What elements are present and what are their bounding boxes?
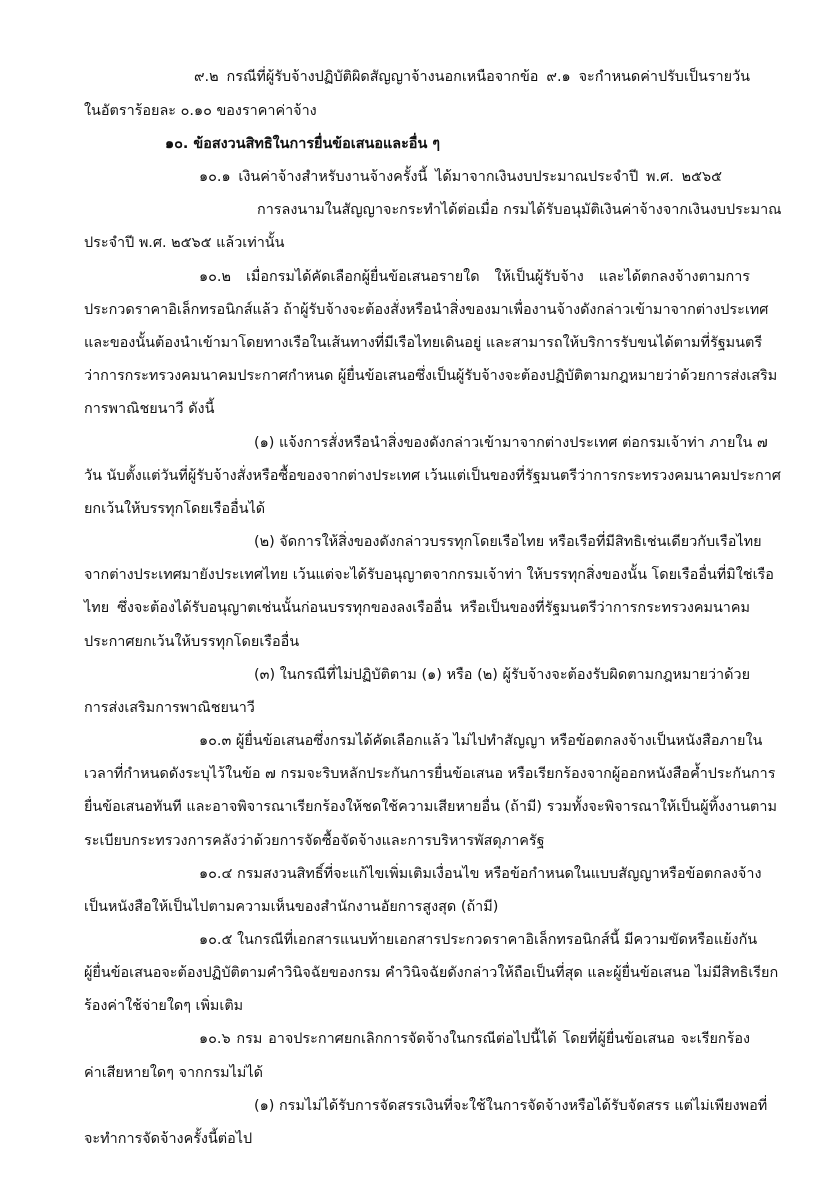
clause-10-2-line-5: การพาณิชยนาวี ดังนี้: [84, 401, 215, 417]
clause-10-3-line-2: เวลาที่กำหนดดังระบุไว้ในข้อ ๗ กรมจะริบหลักประกันการยื่นข้อเสนอ หรือเรียกร้องจากผู้ออกหนังสือค้ำประกันการ: [84, 766, 776, 782]
clause-10-2-item-3-line-1: (๓) ในกรณีที่ไม่ปฏิบัติตาม (๑) หรือ (๒) ผู้รับจ้างจะต้องรับผิดตามกฎหมายว่าด้วย: [254, 667, 750, 683]
clause-10-2-item-1-line-2: วัน นับตั้งแต่วันที่ผู้รับจ้างสั่งหรือซื้อของจากต่างประเทศ เว้นแต่เป็นของที่รัฐมนตรีว่าการกระทรวงคมนาคมประกาศ: [84, 468, 781, 484]
clause-10-2-item-1-line-1: (๑) แจ้งการสั่งหรือนำสิ่งของดังกล่าวเข้ามาจากต่างประเทศ ต่อกรมเจ้าท่า ภายใน ๗: [254, 435, 768, 451]
section-10-heading: ๑๐. ข้อสงวนสิทธิในการยื่นข้อเสนอและอื่น ๆ: [165, 136, 441, 152]
clause-9-2-line-2: ในอัตราร้อยละ ๐.๑๐ ของราคาค่าจ้าง: [84, 103, 317, 119]
clause-10-6-item-1-line-1: (๑) กรมไม่ได้รับการจัดสรรเงินที่จะใช้ในการจัดจ้างหรือได้รับจัดสรร แต่ไม่เพียงพอที่: [254, 1098, 768, 1114]
clause-10-5-line-1: ๑๐.๕ ในกรณีที่เอกสารแนบท้ายเอกสารประกวดราคาอิเล็กทรอนิกส์นี้ มีความขัดหรือแย้งกัน: [199, 932, 758, 948]
clause-10-2-line-3: และของนั้นต้องนำเข้ามาโดยทางเรือในเส้นทางที่มีเรือไทยเดินอยู่ และสามารถให้บริการรับขนได้ตามที่รัฐมนตรี: [84, 335, 763, 351]
clause-10-2-line-1: ๑๐.๒ เมื่อกรมได้คัดเลือกผู้ยื่นข้อเสนอรายใด ให้เป็นผู้รับจ้าง และได้ตกลงจ้างตามการ: [199, 269, 750, 285]
clause-10-5-line-2: ผู้ยื่นข้อเสนอจะต้องปฏิบัติตามคำวินิจฉัยของกรม คำวินิจฉัยดังกล่าวให้ถือเป็นที่สุด และผู้ยื่นข้อเสนอ ไม่มีสิทธิเรียก: [84, 965, 779, 981]
clause-10-4-line-2: เป็นหนังสือให้เป็นไปตามความเห็นของสำนักงานอัยการสูงสุด (ถ้ามี): [84, 899, 499, 915]
clause-10-3-line-3: ยื่นข้อเสนอทันที และอาจพิจารณาเรียกร้องให้ชดใช้ความเสียหายอื่น (ถ้ามี) รวมทั้งจะพิจารณาให้เป็นผู้ทิ้งงานตาม: [84, 799, 777, 815]
clause-10-3-line-4: ระเบียบกระทรวงการคลังว่าด้วยการจัดซื้อจัดจ้างและการบริหารพัสดุภาครัฐ: [84, 833, 545, 849]
clause-10-1-line-1: ๑๐.๑ เงินค่าจ้างสำหรับงานจ้างครั้งนี้ ได้มาจากเงินงบประมาณประจำปี พ.ศ. ๒๕๖๕: [199, 169, 722, 185]
clause-10-2-item-2-line-4: ประกาศยกเว้นให้บรรทุกโดยเรืออื่น: [84, 634, 300, 650]
clause-10-2-line-2: ประกวดราคาอิเล็กทรอนิกส์แล้ว ถ้าผู้รับจ้างจะต้องสั่งหรือนำสิ่งของมาเพื่องานจ้างดังกล่าวเข้ามาจากต่างประเทศ: [84, 302, 769, 318]
clause-10-2-item-2-line-2: จากต่างประเทศมายังประเทศไทย เว้นแต่จะได้รับอนุญาตจากกรมเจ้าท่า ให้บรรทุกสิ่งของนั้น โดยเรืออื่นที่มิใช่เรือ: [84, 567, 774, 583]
clause-10-6-line-2: ค่าเสียหายใดๆ จากกรมไม่ได้: [84, 1065, 263, 1081]
clause-10-2-line-4: ว่าการกระทรวงคมนาคมประกาศกำหนด ผู้ยื่นข้อเสนอซึ่งเป็นผู้รับจ้างจะต้องปฏิบัติตามกฎหมายว่าด้วยการส่งเสริม: [84, 368, 778, 384]
clause-10-4-line-1: ๑๐.๔ กรมสงวนสิทธิ์ที่จะแก้ไขเพิ่มเติมเงื่อนไข หรือข้อกำหนดในแบบสัญญาหรือข้อตกลงจ้าง: [199, 866, 762, 882]
clause-10-3-line-1: ๑๐.๓ ผู้ยื่นข้อเสนอซึ่งกรมได้คัดเลือกแล้ว ไม่ไปทำสัญญา หรือข้อตกลงจ้างเป็นหนังสือภายใน: [199, 733, 763, 749]
clause-10-1-line-3: ประจำปี พ.ศ. ๒๕๖๕ แล้วเท่านั้น: [84, 235, 285, 251]
clause-10-6-item-1-line-2: จะทำการจัดจ้างครั้งนี้ต่อไป: [84, 1131, 253, 1147]
clause-10-6-line-1: ๑๐.๖ กรม อาจประกาศยกเลิกการจัดจ้างในกรณีต่อไปนี้ได้ โดยที่ผู้ยื่นข้อเสนอ จะเรียกร้อง: [199, 1031, 750, 1047]
clause-10-2-item-2-line-3: ไทย ซึ่งจะต้องได้รับอนุญาตเช่นนั้นก่อนบรรทุกของลงเรืออื่น หรือเป็นของที่รัฐมนตรีว่าการกระทรวงคมนาคม: [84, 600, 750, 616]
clause-10-2-item-3-line-2: การส่งเสริมการพาณิชยนาวี: [84, 700, 255, 716]
clause-10-1-line-2: การลงนามในสัญญาจะกระทำได้ต่อเมื่อ กรมได้รับอนุมัติเงินค่าจ้างจากเงินงบประมาณ: [257, 202, 782, 218]
clause-10-2-item-1-line-3: ยกเว้นให้บรรทุกโดยเรืออื่นได้: [84, 501, 266, 517]
clause-9-2-line-1: ๙.๒ กรณีที่ผู้รับจ้างปฏิบัติผิดสัญญาจ้างนอกเหนือจากข้อ ๙.๑ จะกำหนดค่าปรับเป็นรายวัน: [194, 69, 750, 85]
clause-10-2-item-2-line-1: (๒) จัดการให้สิ่งของดังกล่าวบรรทุกโดยเรือไทย หรือเรือที่มีสิทธิเช่นเดียวกับเรือไทย: [254, 534, 762, 550]
clause-10-5-line-3: ร้องค่าใช้จ่ายใดๆ เพิ่มเติม: [84, 998, 244, 1014]
